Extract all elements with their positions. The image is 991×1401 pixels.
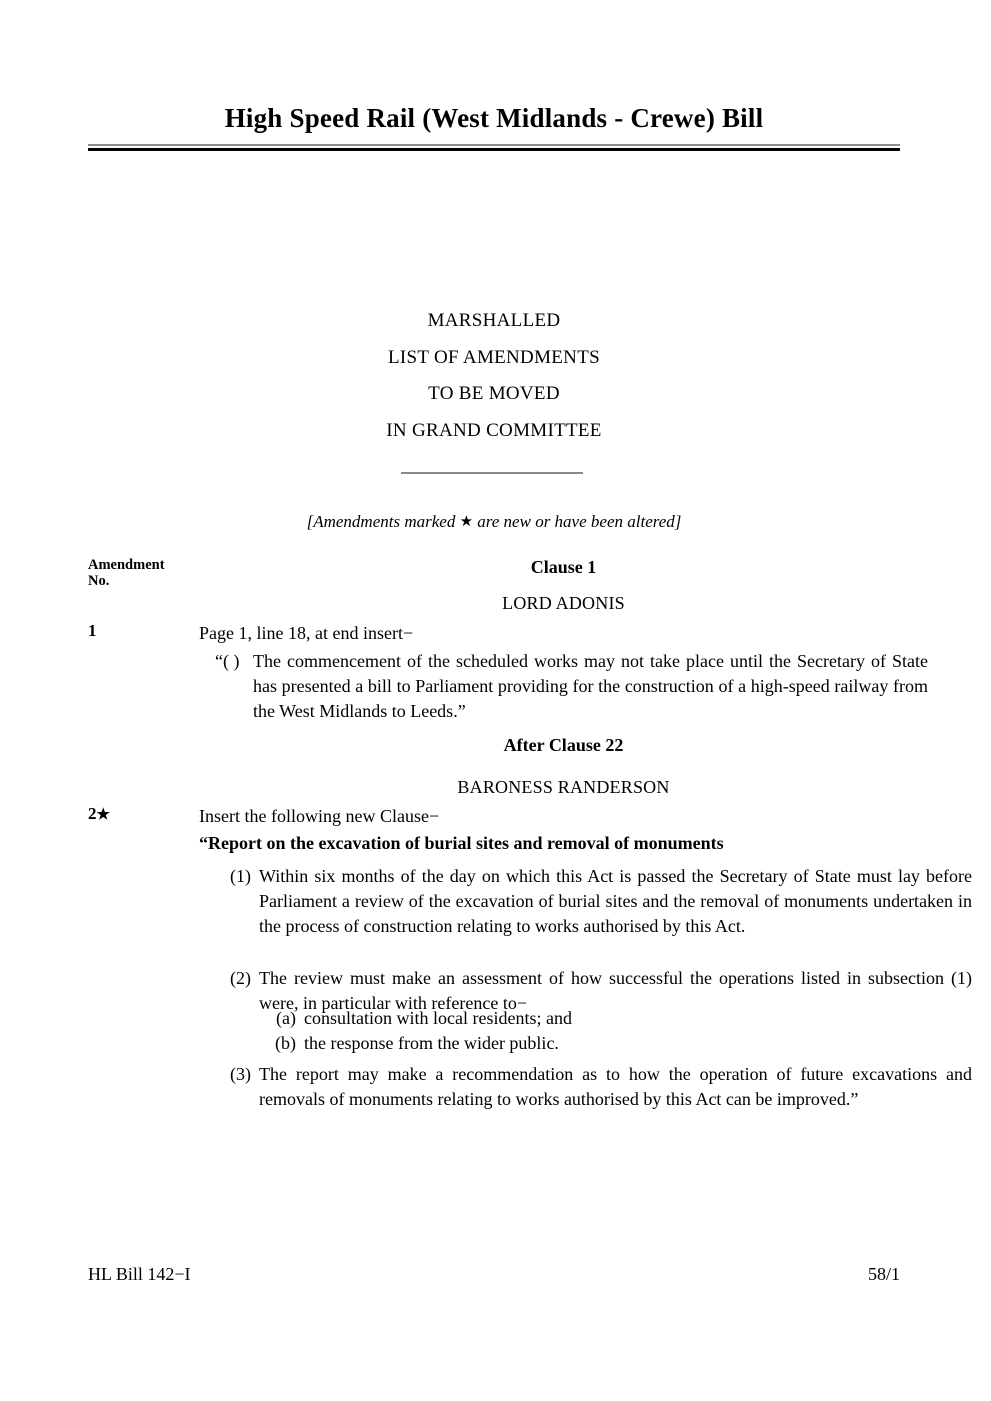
subsection-3-text: The report may make a recommendation as to how the operation of future excavations and removals of monuments relating to works authorised by this Act can be improved.” <box>259 1064 972 1109</box>
new-amendment-star-icon: ★ <box>96 807 110 823</box>
amendment-1-quoted-text <box>215 649 928 724</box>
subsection-2-item-b <box>260 1031 991 1056</box>
quote-body: The commencement of the scheduled works may not take place until the Secretary of State has presented a bill to Parliament providing for the construction of a high-speed railway from the West Midlands to Leeds.” <box>253 651 928 721</box>
amendments-note <box>88 512 900 532</box>
after-clause-22-member-name: BARONESS RANDERSON <box>457 777 670 797</box>
title-rule-thick <box>88 148 900 151</box>
heading-line-4: IN GRAND COMMITTEE <box>386 419 602 441</box>
page-title: High Speed Rail (West Midlands - Crewe) Bill <box>224 103 764 133</box>
section-divider <box>401 472 583 474</box>
subsection-2-item-a-label: (a) <box>276 1008 296 1028</box>
heading-line-3: TO BE MOVED <box>428 383 560 404</box>
note-prefix: [Amendments marked <box>306 512 460 531</box>
clause-1-member-name: LORD ADONIS <box>502 593 625 613</box>
heading-line-2: LIST OF AMENDMENTS <box>388 346 600 368</box>
subsection-2-item-a <box>260 1006 991 1031</box>
amendment-2-instruction: Insert the following new Clause− <box>199 806 440 826</box>
subsection-1-text: Within six months of the day on which this Act is passed the Secretary of State must lay before Parliament a review of the excavation of burial sites and the removal of monuments undertaken in the process of construction relating to works authorised by this Act. <box>259 866 972 936</box>
note-suffix: are new or have been altered] <box>473 512 682 531</box>
after-clause-22-heading: After Clause 22 <box>503 735 624 755</box>
amendment-number-2 <box>88 804 193 824</box>
title-divider <box>88 144 900 151</box>
subsection-2-item-b-label: (b) <box>275 1033 296 1053</box>
subsection-3 <box>215 1062 972 1112</box>
quote-marker: “( ) <box>215 651 240 671</box>
marshalled-list-heading <box>88 303 900 449</box>
subsection-2-item-b-text: the response from the wider public. <box>304 1033 559 1053</box>
heading-line-1: MARSHALLED <box>427 310 561 331</box>
subsection-1-number: (1) <box>230 866 251 886</box>
subsection-2-number: (2) <box>230 968 251 988</box>
subsection-2-text: The review must make an assessment of how successful the operations listed in subsection (1) were, in particular with reference to− <box>259 968 972 1013</box>
amendment-no-column-label <box>88 557 193 589</box>
new-clause-title: “Report on the excavation of burial sites and removal of monuments <box>199 833 724 853</box>
subsection-3-number: (3) <box>230 1064 251 1084</box>
subsection-2-item-a-text: consultation with local residents; and <box>304 1008 572 1028</box>
amendment-no-line1: Amendment <box>88 557 165 573</box>
footer-bill-reference: HL Bill 142−I <box>88 1264 191 1284</box>
amendment-no-line2: No. <box>88 573 110 589</box>
clause-1-heading: Clause 1 <box>530 557 597 577</box>
footer-page-number: 58/1 <box>867 1264 900 1284</box>
star-icon: ★ <box>459 514 474 530</box>
subsection-1 <box>215 864 972 939</box>
amendment-number-1: 1 <box>88 621 97 640</box>
amendment-1-instruction: Page 1, line 18, at end insert− <box>199 623 414 643</box>
amendment-number-2-value: 2 <box>88 804 97 823</box>
